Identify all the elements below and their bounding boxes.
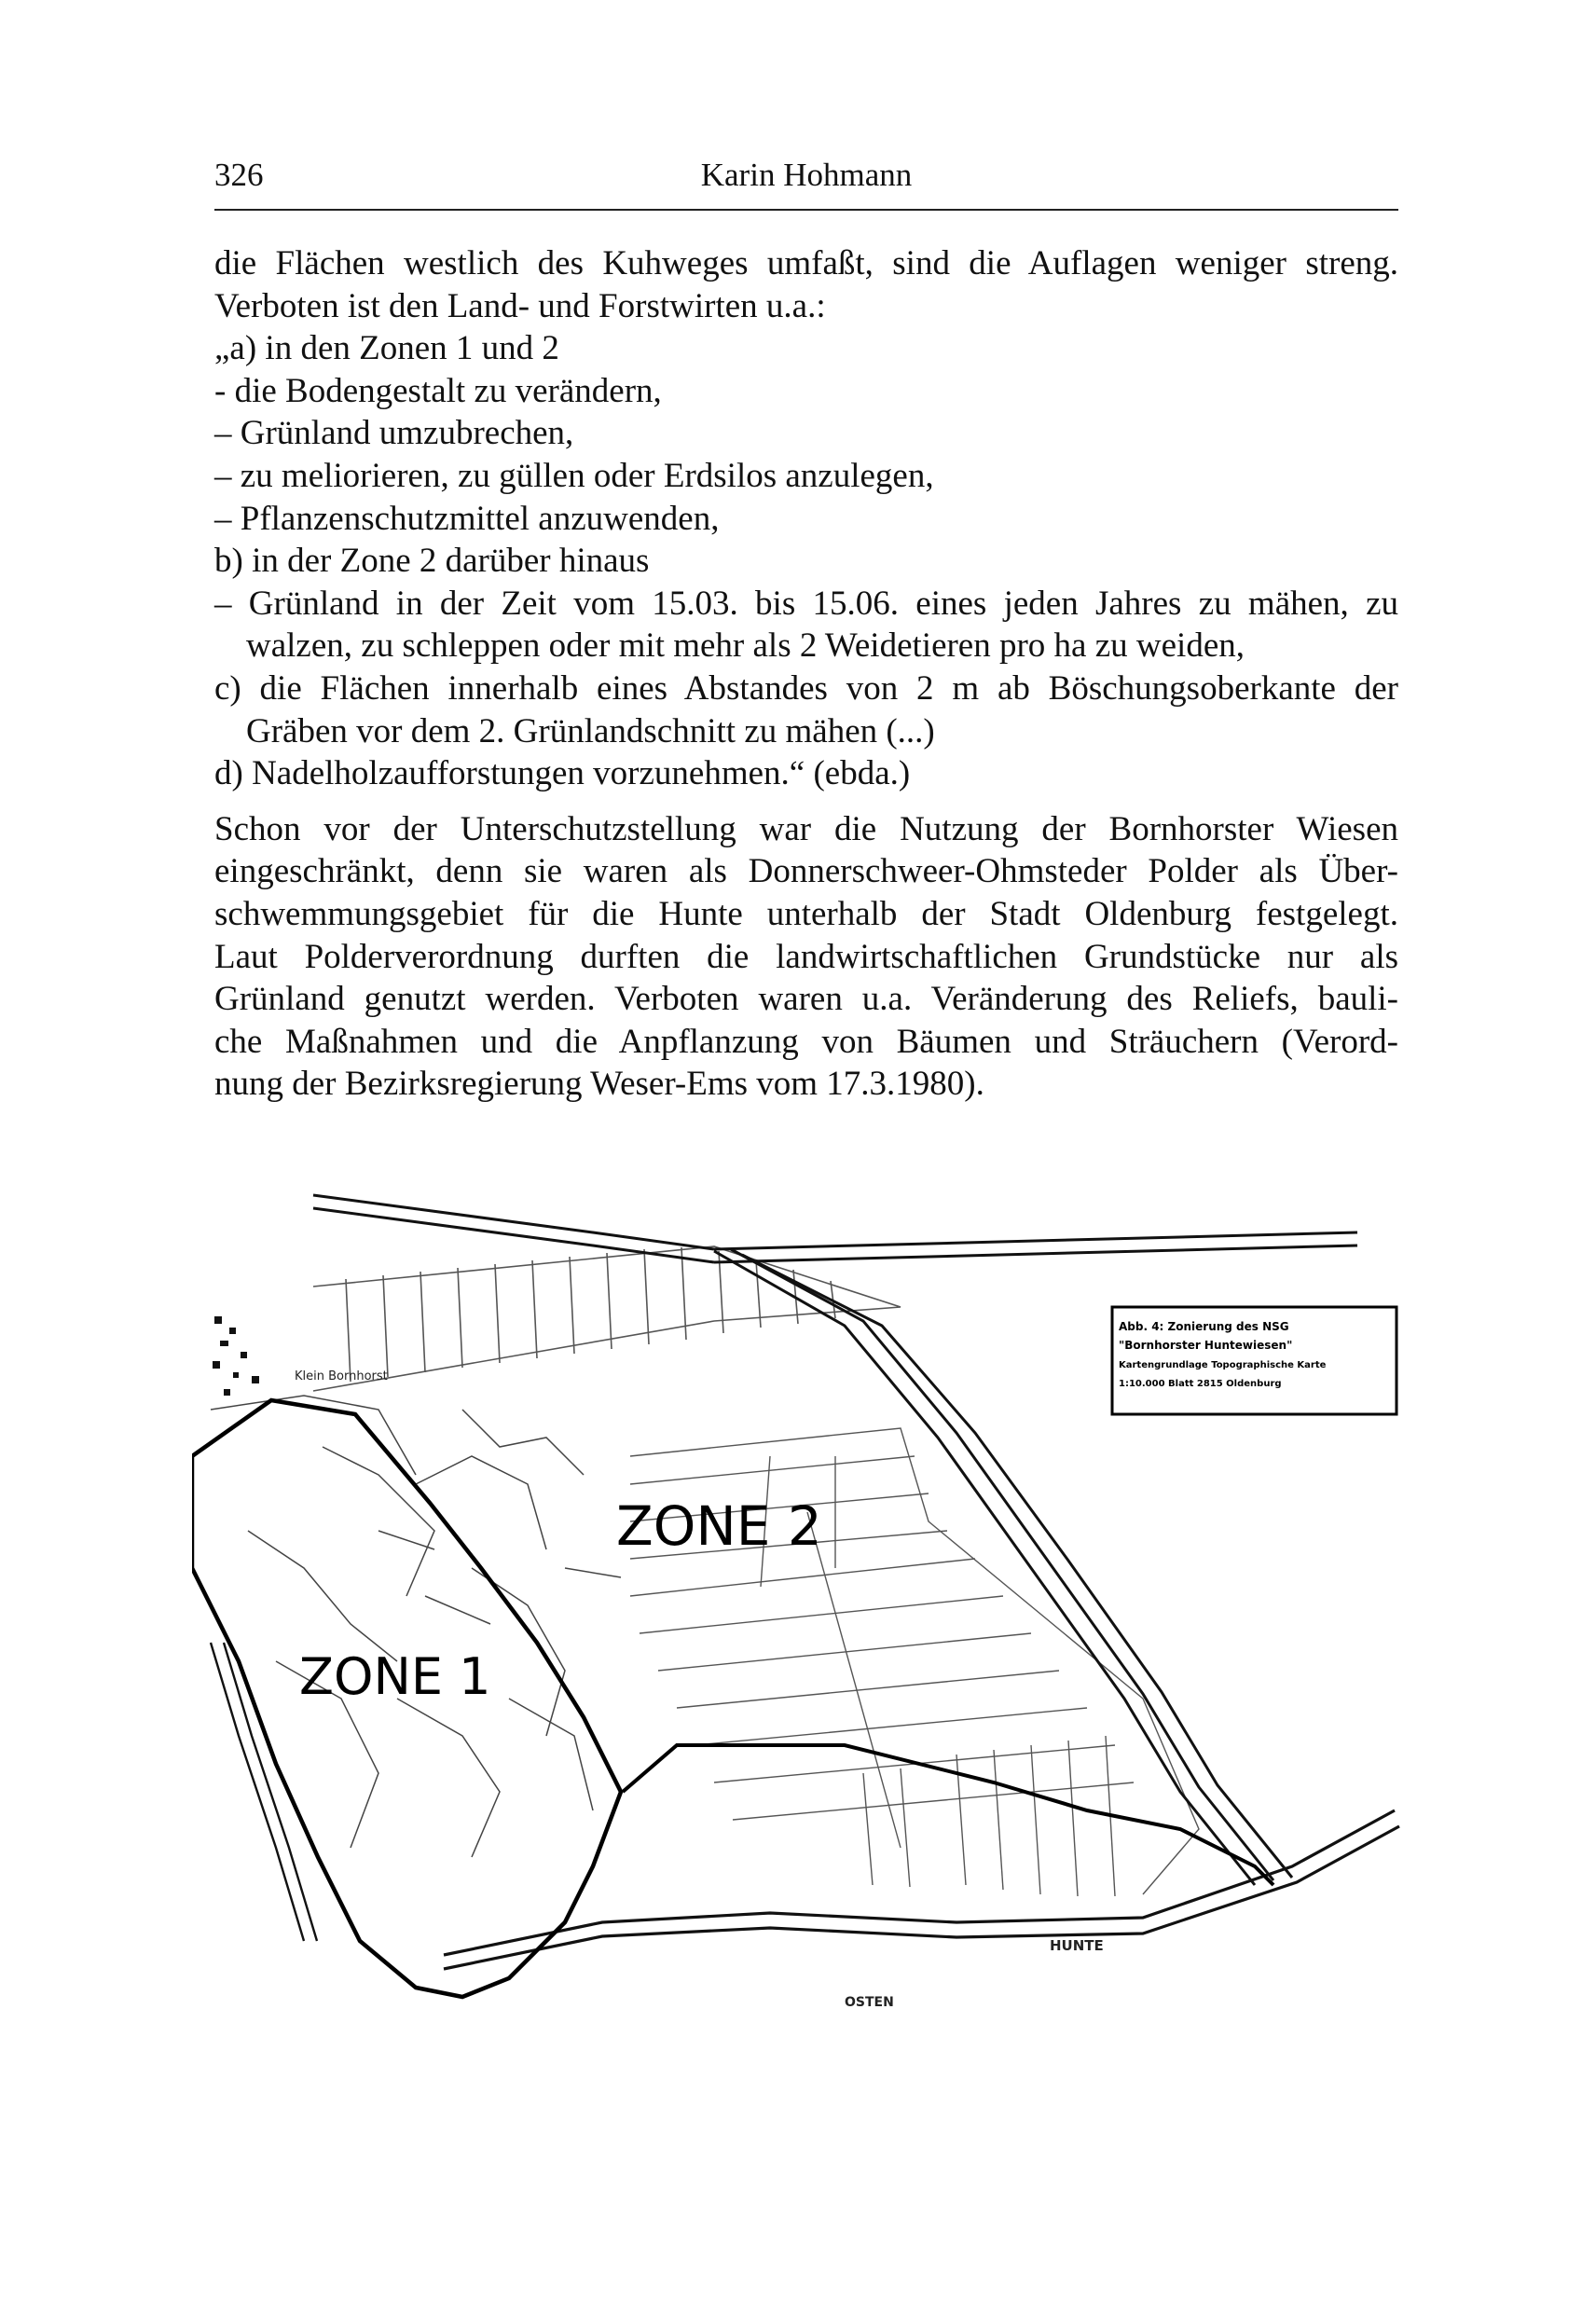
map-caption-line: "Bornhorster Huntewiesen": [1119, 1339, 1293, 1352]
text-line: – Grünland umzubrechen,: [214, 414, 574, 453]
map-caption-line: 1:10.000 Blatt 2815 Oldenburg: [1119, 1379, 1282, 1389]
text-line: „a) in den Zonen 1 und 2: [214, 329, 559, 368]
paragraph-line: nung der Bezirksregierung Weser-Ems vom 17.3.1980).: [214, 1065, 984, 1104]
text-line: Verboten ist den Land- und Forstwirten u.a.:: [214, 286, 826, 325]
zoning-map: [192, 1177, 1404, 2048]
paragraph-line: eingeschränkt, denn sie waren als Donnerschweer-Ohmsteder Polder als Über-: [214, 852, 1398, 891]
map-caption-line: Kartengrundlage Topographische Karte: [1119, 1360, 1327, 1370]
paragraph-line: Grünland genutzt werden. Verboten waren u.a. Veränderung des Reliefs, bauli-: [214, 980, 1398, 1019]
paragraph-line: che Maßnahmen und die Anpflanzung von Bäumen und Sträuchern (Verord-: [214, 1022, 1398, 1061]
body-text: [214, 242, 1398, 1106]
text-line: Gräben vor dem 2. Grünlandschnitt zu mähen (...): [246, 711, 935, 750]
text-line: – Grünland in der Zeit vom 15.03. bis 15.06. eines jeden Jahres zu mähen, zu: [214, 584, 1398, 623]
text-line: d) Nadelholzaufforstungen vorzunehmen.“ (ebda.): [214, 754, 911, 793]
map-caption-line: Abb. 4: Zonierung des NSG: [1119, 1320, 1289, 1333]
paragraph-line: Laut Polderverordnung durften die landwirtschaftlichen Grundstücke nur als: [214, 937, 1398, 976]
text-line: – Pflanzenschutzmittel anzuwenden,: [214, 499, 720, 538]
paragraph-line: Schon vor der Unterschutzstellung war die Nutzung der Bornhorster Wiesen: [214, 809, 1398, 848]
map-caption-box: [1112, 1307, 1396, 1414]
map-label-osten: OSTEN: [845, 1995, 894, 2010]
page-header: [214, 157, 1398, 203]
running-head: Karin Hohmann: [700, 157, 913, 193]
zoning-map-figure: [192, 1177, 1404, 2048]
map-label-hunte: HUNTE: [1050, 1937, 1104, 1954]
header-rule: [214, 209, 1398, 211]
text-line: walzen, zu schleppen oder mit mehr als 2 Weidetieren pro ha zu weiden,: [246, 626, 1245, 666]
text-line: – zu meliorieren, zu güllen oder Erdsilos anzulegen,: [214, 456, 934, 495]
zone1-label: ZONE 1: [299, 1647, 491, 1706]
map-label-klein-bornhorst: Klein Bornhorst: [295, 1369, 388, 1383]
text-line: c) die Flächen innerhalb eines Abstandes von 2 m ab Böschungsoberkante der: [214, 668, 1398, 708]
text-line: die Flächen westlich des Kuhweges umfaßt, sind die Auflagen weniger streng.: [214, 244, 1398, 282]
text-line: b) in der Zone 2 darüber hinaus: [214, 542, 650, 581]
zone2-label: ZONE 2: [616, 1494, 822, 1558]
paragraph-line: schwemmungsgebiet für die Hunte unterhalb der Stadt Oldenburg festgelegt.: [214, 894, 1398, 933]
text-line: - die Bodengestalt zu verändern,: [214, 371, 662, 410]
page-number: 326: [214, 157, 264, 193]
